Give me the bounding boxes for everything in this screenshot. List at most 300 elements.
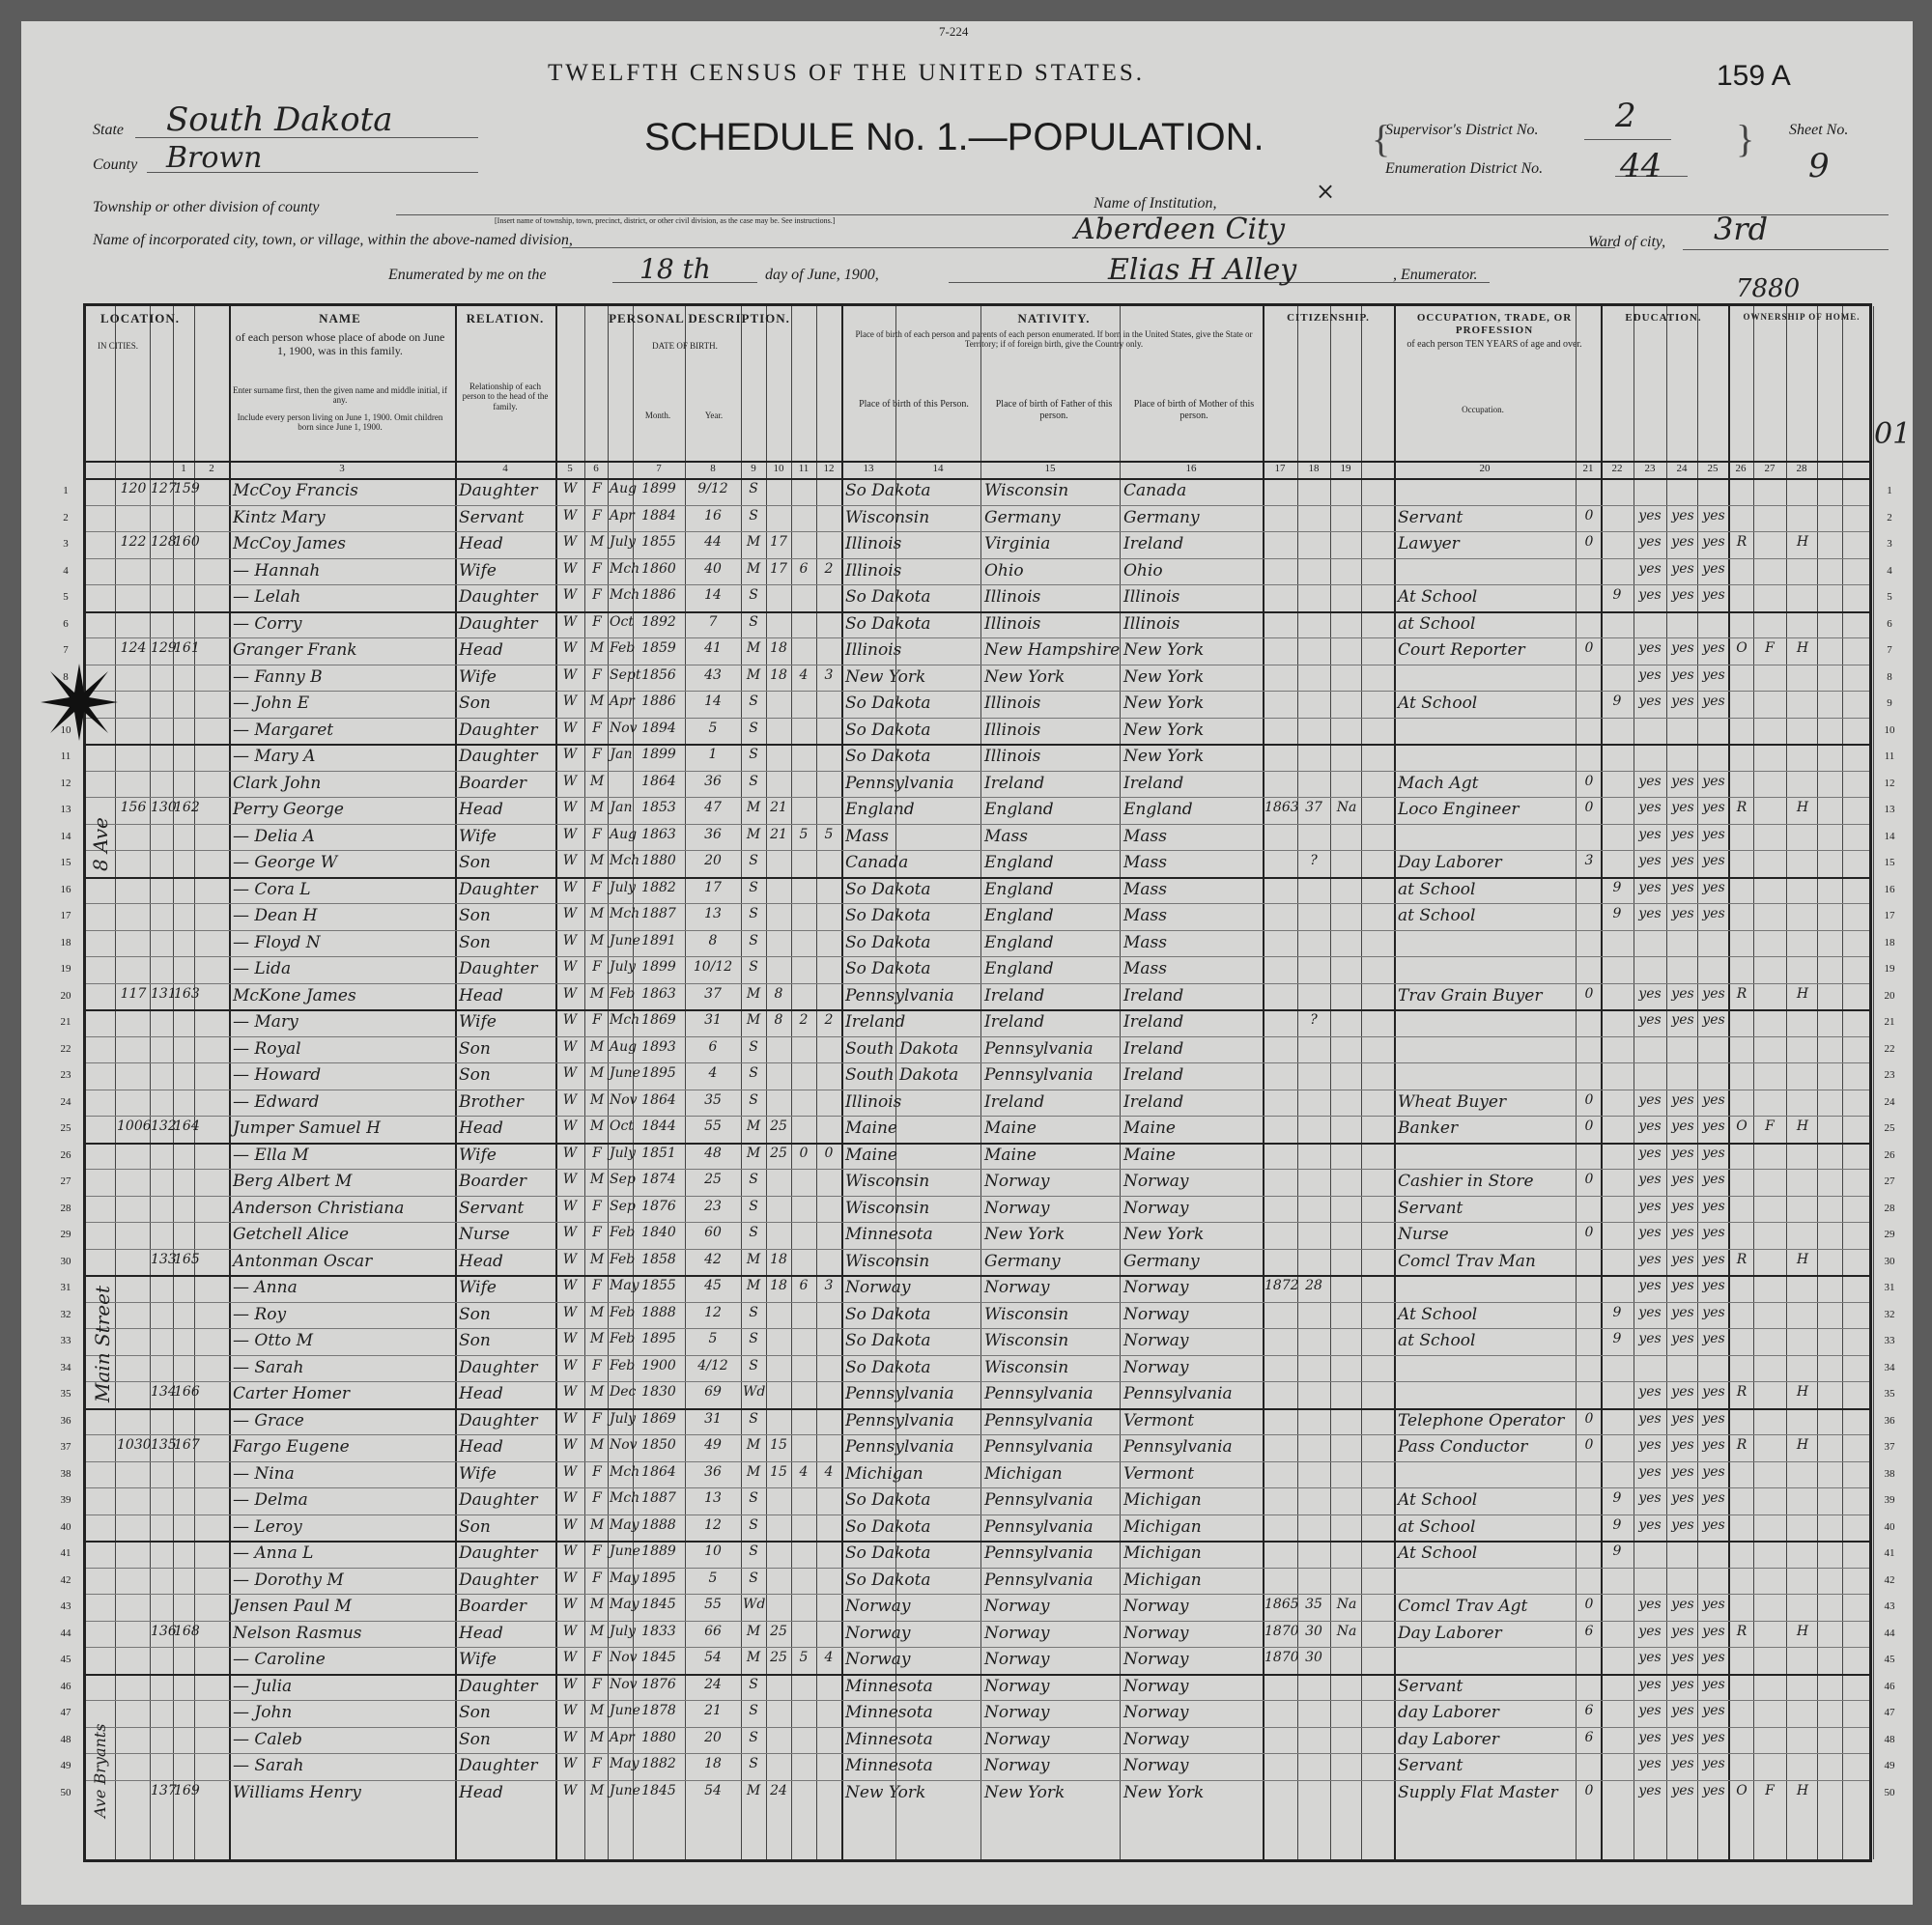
row-number-right: 45 xyxy=(1884,1654,1895,1665)
cell-sex: M xyxy=(589,534,605,550)
header-in-cities: IN CITIES. xyxy=(98,341,138,351)
cell-color: W xyxy=(562,1516,578,1533)
cell-rd: yes xyxy=(1638,1623,1662,1639)
cell-yr: 1882 xyxy=(641,1756,676,1771)
cell-color: W xyxy=(562,1384,578,1400)
cell-pob: Maine xyxy=(845,1118,897,1138)
row-number-right: 28 xyxy=(1884,1202,1895,1214)
cell-mne: 0 xyxy=(1584,800,1594,815)
ink-blot-icon xyxy=(41,664,118,741)
cell-rd: yes xyxy=(1638,1012,1662,1028)
cell-occ: Wheat Buyer xyxy=(1398,1091,1507,1112)
cell-rel: Wife xyxy=(459,1012,497,1032)
cell-occ: Cashier in Store xyxy=(1398,1172,1534,1191)
cell-sp: yes xyxy=(1702,587,1725,603)
cell-pob: Wisconsin xyxy=(845,1198,930,1218)
cell-color: W xyxy=(562,587,578,603)
cell-pobf: Maine xyxy=(984,1118,1037,1138)
cell-rd: yes xyxy=(1638,560,1662,577)
cell-pob: Mass xyxy=(845,826,889,846)
cell-sp: yes xyxy=(1702,1650,1725,1665)
cell-wr: yes xyxy=(1671,1729,1694,1745)
cell-mar: M xyxy=(746,1437,761,1453)
column-number: 3 xyxy=(339,463,345,474)
cell-pob: So Dakota xyxy=(845,879,931,899)
row-number-right: 46 xyxy=(1884,1680,1895,1692)
cell-wr: yes xyxy=(1671,1225,1694,1240)
column-number: 7 xyxy=(656,463,662,474)
row-number: 47 xyxy=(60,1707,71,1718)
row-number-right: 31 xyxy=(1884,1282,1895,1293)
cell-pob: So Dakota xyxy=(845,694,931,713)
row-number: 2 xyxy=(63,511,69,524)
cell-rel: Head xyxy=(459,1782,503,1802)
cell-age: 1 xyxy=(708,747,718,762)
cell-mar: S xyxy=(749,1490,758,1506)
cell-mne: 0 xyxy=(1584,534,1594,550)
column-number: 24 xyxy=(1676,463,1688,474)
cell-pob: So Dakota xyxy=(845,1490,931,1510)
cell-age: 31 xyxy=(704,1012,722,1028)
cell-age: 47 xyxy=(704,800,722,815)
cell-mar: M xyxy=(746,666,761,683)
cell-sp: yes xyxy=(1702,826,1725,842)
cell-house: 120 xyxy=(120,481,147,496)
cell-pobm: Michigan xyxy=(1123,1570,1202,1590)
cell-rel: Son xyxy=(459,1304,491,1324)
header-name-instr1: Enter surname first, then the given name and middle initial, if any. xyxy=(233,385,447,406)
cell-mo: 6 xyxy=(799,560,809,577)
column-number: 4 xyxy=(502,463,508,474)
cell-pob: So Dakota xyxy=(845,613,931,634)
cell-age: 43 xyxy=(704,666,722,683)
cell-rel: Head xyxy=(459,640,503,660)
cell-pobm: Norway xyxy=(1123,1623,1189,1643)
row-number: 20 xyxy=(60,989,71,1002)
cell-pobf: England xyxy=(984,959,1054,978)
cell-yr: 1855 xyxy=(641,534,676,550)
cell-age: 41 xyxy=(704,640,722,656)
cell-yr: 1845 xyxy=(641,1597,676,1612)
cell-sp: yes xyxy=(1702,1516,1725,1533)
cell-pobm: Vermont xyxy=(1123,1410,1195,1430)
cell-pobm: New York xyxy=(1123,694,1205,713)
cell-rd: yes xyxy=(1638,1463,1662,1480)
cell-yr: 1894 xyxy=(641,720,676,736)
cell-sp: yes xyxy=(1702,1676,1725,1692)
cell-mar: S xyxy=(749,1065,758,1081)
cell-age: 54 xyxy=(704,1782,722,1798)
cell-sex: M xyxy=(589,1516,605,1533)
row-number-right: 43 xyxy=(1884,1600,1895,1612)
cell-pob: New York xyxy=(845,1782,926,1802)
cell-yr: 1830 xyxy=(641,1384,676,1400)
cell-occ: day Laborer xyxy=(1398,1729,1499,1749)
cell-sex: M xyxy=(589,1038,605,1055)
cell-pobm: Norway xyxy=(1123,1278,1189,1297)
cell-color: W xyxy=(562,1225,578,1240)
cell-age: 5 xyxy=(708,720,718,736)
cell-pobm: Norway xyxy=(1123,1304,1189,1324)
cell-mar: M xyxy=(746,640,761,656)
cell-sex: M xyxy=(589,1065,605,1081)
cell-dw: 129 xyxy=(151,640,177,656)
cell-rel: Nurse xyxy=(459,1225,510,1244)
cell-color: W xyxy=(562,560,578,577)
cell-mar: S xyxy=(749,1225,758,1240)
cell-pob: Norway xyxy=(845,1597,911,1616)
cell-rel: Son xyxy=(459,1516,491,1537)
cell-pob: So Dakota xyxy=(845,1331,931,1350)
row-number: 37 xyxy=(60,1441,71,1453)
cell-ym: 17 xyxy=(770,560,787,577)
cell-pobf: Mass xyxy=(984,826,1028,846)
cell-rel: Head xyxy=(459,1623,503,1643)
cell-occ: Lawyer xyxy=(1398,534,1460,553)
cell-age: 20 xyxy=(704,1729,722,1745)
cell-pobm: Michigan xyxy=(1123,1516,1202,1537)
cell-occ: At School xyxy=(1398,1304,1478,1324)
cell-occ: at School xyxy=(1398,1331,1476,1350)
cell-sp: yes xyxy=(1702,1756,1725,1771)
cell-pob: Pennsylvania xyxy=(845,1410,954,1430)
cell-rd: yes xyxy=(1638,1437,1662,1453)
row-number: 50 xyxy=(60,1786,71,1798)
cell-imm: 1870 xyxy=(1264,1650,1299,1665)
cell-pobf: Norway xyxy=(984,1729,1050,1749)
cell-color: W xyxy=(562,853,578,868)
cell-name: — Otto M xyxy=(233,1331,314,1350)
cell-pob: So Dakota xyxy=(845,1304,931,1324)
cell-pob: Maine xyxy=(845,1145,897,1165)
cell-name: — Dorothy M xyxy=(233,1570,344,1590)
cell-mar: S xyxy=(749,507,758,524)
cell-sp: yes xyxy=(1702,906,1725,921)
cell-dw: 132 xyxy=(151,1118,177,1134)
cell-name: McKone James xyxy=(233,985,356,1005)
header-ownership: OWNERSHIP OF HOME. xyxy=(1743,312,1861,322)
cell-mar: S xyxy=(749,1304,758,1320)
column-number: 25 xyxy=(1707,463,1719,474)
cell-name: — Dean H xyxy=(233,906,318,925)
cell-sp: yes xyxy=(1702,1091,1725,1108)
cell-mar: S xyxy=(749,720,758,736)
city-label: Name of incorporated city, town, or village, within the above-named division, xyxy=(93,232,573,248)
cell-color: W xyxy=(562,959,578,975)
cell-rel: Son xyxy=(459,694,491,713)
cell-ym: 8 xyxy=(774,1012,783,1028)
cell-mon: Dec xyxy=(610,1384,637,1400)
cell-yr: 1858 xyxy=(641,1251,676,1267)
cell-rel: Servant xyxy=(459,507,525,527)
cell-color: W xyxy=(562,1304,578,1320)
cell-mar: S xyxy=(749,773,758,789)
cell-pob: Pennsylvania xyxy=(845,1437,954,1457)
cell-pobm: Ohio xyxy=(1123,560,1163,580)
cell-rel: Brother xyxy=(459,1091,524,1112)
cell-yr: 1840 xyxy=(641,1225,676,1240)
cell-ym: 17 xyxy=(770,534,787,550)
cell-yr: 1895 xyxy=(641,1570,676,1586)
cell-sp: yes xyxy=(1702,1463,1725,1480)
cell-rd: yes xyxy=(1638,534,1662,550)
cell-mon: Feb xyxy=(610,1251,636,1267)
cell-sex: F xyxy=(592,1463,602,1480)
cell-sex: F xyxy=(592,1012,602,1028)
row-number-right: 39 xyxy=(1884,1494,1895,1506)
cell-rd: yes xyxy=(1638,1278,1662,1293)
cell-yr: 1853 xyxy=(641,800,676,815)
cell-pobf: Pennsylvania xyxy=(984,1490,1094,1510)
row-number: 25 xyxy=(60,1122,71,1134)
cell-sp: yes xyxy=(1702,879,1725,895)
cell-wr: yes xyxy=(1671,826,1694,842)
cell-age: 49 xyxy=(704,1437,722,1453)
cell-sp: yes xyxy=(1702,1172,1725,1187)
cell-rel: Boarder xyxy=(459,1597,527,1616)
cell-mne: 6 xyxy=(1584,1703,1594,1718)
state-value: South Dakota xyxy=(166,100,393,139)
cell-wr: yes xyxy=(1671,1437,1694,1453)
cell-rd: yes xyxy=(1638,826,1662,842)
cell-rd: yes xyxy=(1638,1331,1662,1346)
cell-name: — Howard xyxy=(233,1065,322,1085)
cell-pob: So Dakota xyxy=(845,959,931,978)
cell-rd: yes xyxy=(1638,1145,1662,1161)
cell-fh: H xyxy=(1796,800,1809,815)
cell-name: — Hannah xyxy=(233,560,321,580)
row-number: 11 xyxy=(60,750,71,762)
cell-pob: Minnesota xyxy=(845,1225,933,1244)
cell-color: W xyxy=(562,1331,578,1346)
cell-mon: Feb xyxy=(610,1331,636,1346)
cell-sp: yes xyxy=(1702,1225,1725,1240)
row-number-right: 12 xyxy=(1884,777,1895,789)
cell-pobf: Pennsylvania xyxy=(984,1038,1094,1059)
cell-mar: S xyxy=(749,959,758,975)
cell-pobm: Norway xyxy=(1123,1756,1189,1775)
cell-mar: S xyxy=(749,879,758,895)
cell-yr: 1845 xyxy=(641,1650,676,1665)
cell-sex: M xyxy=(589,640,605,656)
cell-rd: yes xyxy=(1638,773,1662,789)
cell-own: R xyxy=(1736,800,1747,815)
cell-sex: M xyxy=(589,1782,605,1798)
cell-wr: yes xyxy=(1671,1410,1694,1427)
cell-name: Jensen Paul M xyxy=(233,1597,352,1616)
cell-pobm: New York xyxy=(1123,747,1205,766)
row-number-right: 33 xyxy=(1884,1335,1895,1346)
cell-yr: 1869 xyxy=(641,1410,676,1427)
row-number: 14 xyxy=(60,830,71,842)
cell-sex: F xyxy=(592,720,602,736)
cell-color: W xyxy=(562,1597,578,1612)
cell-sp: yes xyxy=(1702,640,1725,656)
cell-yr: 1893 xyxy=(641,1038,676,1055)
cell-mar: M xyxy=(746,1650,761,1665)
cell-fam: 163 xyxy=(174,985,200,1002)
cell-pobf: New York xyxy=(984,1225,1065,1244)
cell-rel: Son xyxy=(459,1703,491,1722)
cell-mon: Feb xyxy=(610,1357,636,1373)
cell-ym: 18 xyxy=(770,666,787,683)
cell-pobm: New York xyxy=(1123,1782,1205,1802)
cell-pobf: Ireland xyxy=(984,1091,1045,1112)
cell-ym: 18 xyxy=(770,1278,787,1293)
cell-name: Williams Henry xyxy=(233,1782,361,1802)
cell-yr: 1887 xyxy=(641,1490,676,1506)
cell-yr: 1845 xyxy=(641,1782,676,1798)
cell-age: 14 xyxy=(704,694,722,709)
cell-color: W xyxy=(562,507,578,524)
row-number-right: 20 xyxy=(1884,989,1895,1002)
cell-pobf: Illinois xyxy=(984,694,1041,713)
cell-sch: 9 xyxy=(1612,1490,1622,1506)
cell-mar: S xyxy=(749,932,758,948)
cell-rel: Son xyxy=(459,1065,491,1085)
cell-occ: at School xyxy=(1398,1516,1476,1537)
cell-fam: 159 xyxy=(174,481,200,496)
cell-yr: 1844 xyxy=(641,1118,676,1134)
cell-yr: 1880 xyxy=(641,853,676,868)
margin-note-street-1: 8 Ave xyxy=(89,817,112,871)
cell-fm: F xyxy=(1765,1118,1775,1134)
row-number-right: 16 xyxy=(1884,883,1895,895)
cell-pob: Pennsylvania xyxy=(845,985,954,1005)
cell-wr: yes xyxy=(1671,1118,1694,1134)
cell-color: W xyxy=(562,1065,578,1081)
cell-mne: 0 xyxy=(1584,640,1594,656)
row-number-right: 15 xyxy=(1884,857,1895,868)
cell-yr: 1884 xyxy=(641,507,676,524)
cell-fam: 169 xyxy=(174,1782,200,1798)
cell-pobf: Norway xyxy=(984,1756,1050,1775)
cell-yr: 1874 xyxy=(641,1172,676,1187)
cell-pobm: Germany xyxy=(1123,507,1200,527)
cell-pobm: Michigan xyxy=(1123,1543,1202,1563)
row-number-right: 3 xyxy=(1887,538,1892,550)
cell-wr: yes xyxy=(1671,1091,1694,1108)
cell-pob: Norway xyxy=(845,1650,911,1669)
cell-pobf: England xyxy=(984,800,1054,819)
row-number-right: 6 xyxy=(1887,617,1892,630)
cell-sch: 9 xyxy=(1612,1331,1622,1346)
row-number: 13 xyxy=(60,804,71,815)
cell-mon: Nov xyxy=(610,1650,638,1665)
column-number: 11 xyxy=(798,463,810,474)
cell-mon: Sep xyxy=(610,1198,636,1214)
cell-nat: Na xyxy=(1336,800,1357,815)
cell-color: W xyxy=(562,1357,578,1373)
cell-age: 55 xyxy=(704,1118,722,1134)
cell-pob: Illinois xyxy=(845,560,902,580)
cell-pobm: Ireland xyxy=(1123,1038,1184,1059)
cell-name: Perry George xyxy=(233,800,344,819)
row-number-right: 5 xyxy=(1887,591,1892,603)
cell-rd: yes xyxy=(1638,1703,1662,1718)
enumeration-day: 18 th xyxy=(639,253,711,285)
cell-rd: yes xyxy=(1638,1782,1662,1798)
cell-yr: 1878 xyxy=(641,1703,676,1718)
row-number: 3 xyxy=(63,538,69,550)
cell-mar: S xyxy=(749,1038,758,1055)
cell-color: W xyxy=(562,747,578,762)
cell-age: 13 xyxy=(704,906,722,921)
cell-occ: At School xyxy=(1398,1490,1478,1510)
cell-mon: Mch xyxy=(610,1490,640,1506)
cell-rel: Daughter xyxy=(459,1410,538,1430)
cell-pobf: Illinois xyxy=(984,747,1041,766)
row-number: 26 xyxy=(60,1148,71,1161)
cell-mar: S xyxy=(749,747,758,762)
row-number-right: 49 xyxy=(1884,1760,1895,1771)
cell-wr: yes xyxy=(1671,1251,1694,1267)
cell-name: Fargo Eugene xyxy=(233,1437,350,1457)
cell-mar: S xyxy=(749,1703,758,1718)
cell-mon: July xyxy=(610,1623,637,1639)
cell-sp: yes xyxy=(1702,1410,1725,1427)
cell-pob: So Dakota xyxy=(845,1543,931,1563)
cell-rd: yes xyxy=(1638,1650,1662,1665)
cell-sp: yes xyxy=(1702,666,1725,683)
cell-mar: S xyxy=(749,1357,758,1373)
ward-value: 3rd xyxy=(1714,211,1769,247)
cell-sex: M xyxy=(589,1729,605,1745)
cell-sex: F xyxy=(592,879,602,895)
cell-color: W xyxy=(562,1278,578,1293)
cell-name: — John xyxy=(233,1703,293,1722)
cell-mon: Sep xyxy=(610,1172,636,1187)
cell-pobm: Norway xyxy=(1123,1650,1189,1669)
cell-mon: Mch xyxy=(610,587,640,603)
cell-color: W xyxy=(562,932,578,948)
cell-sp: yes xyxy=(1702,1304,1725,1320)
cell-sch: 9 xyxy=(1612,694,1622,709)
cell-mon: June xyxy=(610,1543,640,1559)
margin-number: 7880 xyxy=(1736,274,1801,303)
cell-age: 25 xyxy=(704,1172,722,1187)
cell-sp: yes xyxy=(1702,1012,1725,1028)
cell-mar: Wd xyxy=(743,1597,766,1612)
cell-age: 36 xyxy=(704,826,722,842)
cell-name: — Anna L xyxy=(233,1543,314,1563)
column-number: 8 xyxy=(710,463,716,474)
cell-name: — Roy xyxy=(233,1304,287,1324)
cell-mne: 0 xyxy=(1584,1118,1594,1134)
cell-own: R xyxy=(1736,534,1747,550)
header-nativity-desc: Place of birth of each person and parents of each person enumerated. If born in the United States, give the State or Territory; if of foreign birth, give the Country only. xyxy=(855,329,1253,350)
county-label: County xyxy=(93,156,138,173)
row-number: 15 xyxy=(60,857,71,868)
cell-age: 21 xyxy=(704,1703,722,1718)
cell-wr: yes xyxy=(1671,1782,1694,1798)
row-number: 27 xyxy=(60,1175,71,1187)
cell-rel: Daughter xyxy=(459,587,538,607)
cell-sex: M xyxy=(589,1703,605,1718)
cell-sp: yes xyxy=(1702,1782,1725,1798)
cell-occ: Trav Grain Buyer xyxy=(1398,985,1543,1005)
cell-pobf: Wisconsin xyxy=(984,481,1069,500)
cell-pobf: England xyxy=(984,906,1054,925)
cell-mo: 2 xyxy=(799,1012,809,1028)
cell-wr: yes xyxy=(1671,1384,1694,1400)
cell-rd: yes xyxy=(1638,1304,1662,1320)
cell-mon: May xyxy=(610,1597,639,1612)
row-number-right: 7 xyxy=(1887,644,1892,656)
cell-color: W xyxy=(562,1091,578,1108)
cell-mne: 0 xyxy=(1584,1225,1594,1240)
column-number: 2 xyxy=(209,463,214,474)
